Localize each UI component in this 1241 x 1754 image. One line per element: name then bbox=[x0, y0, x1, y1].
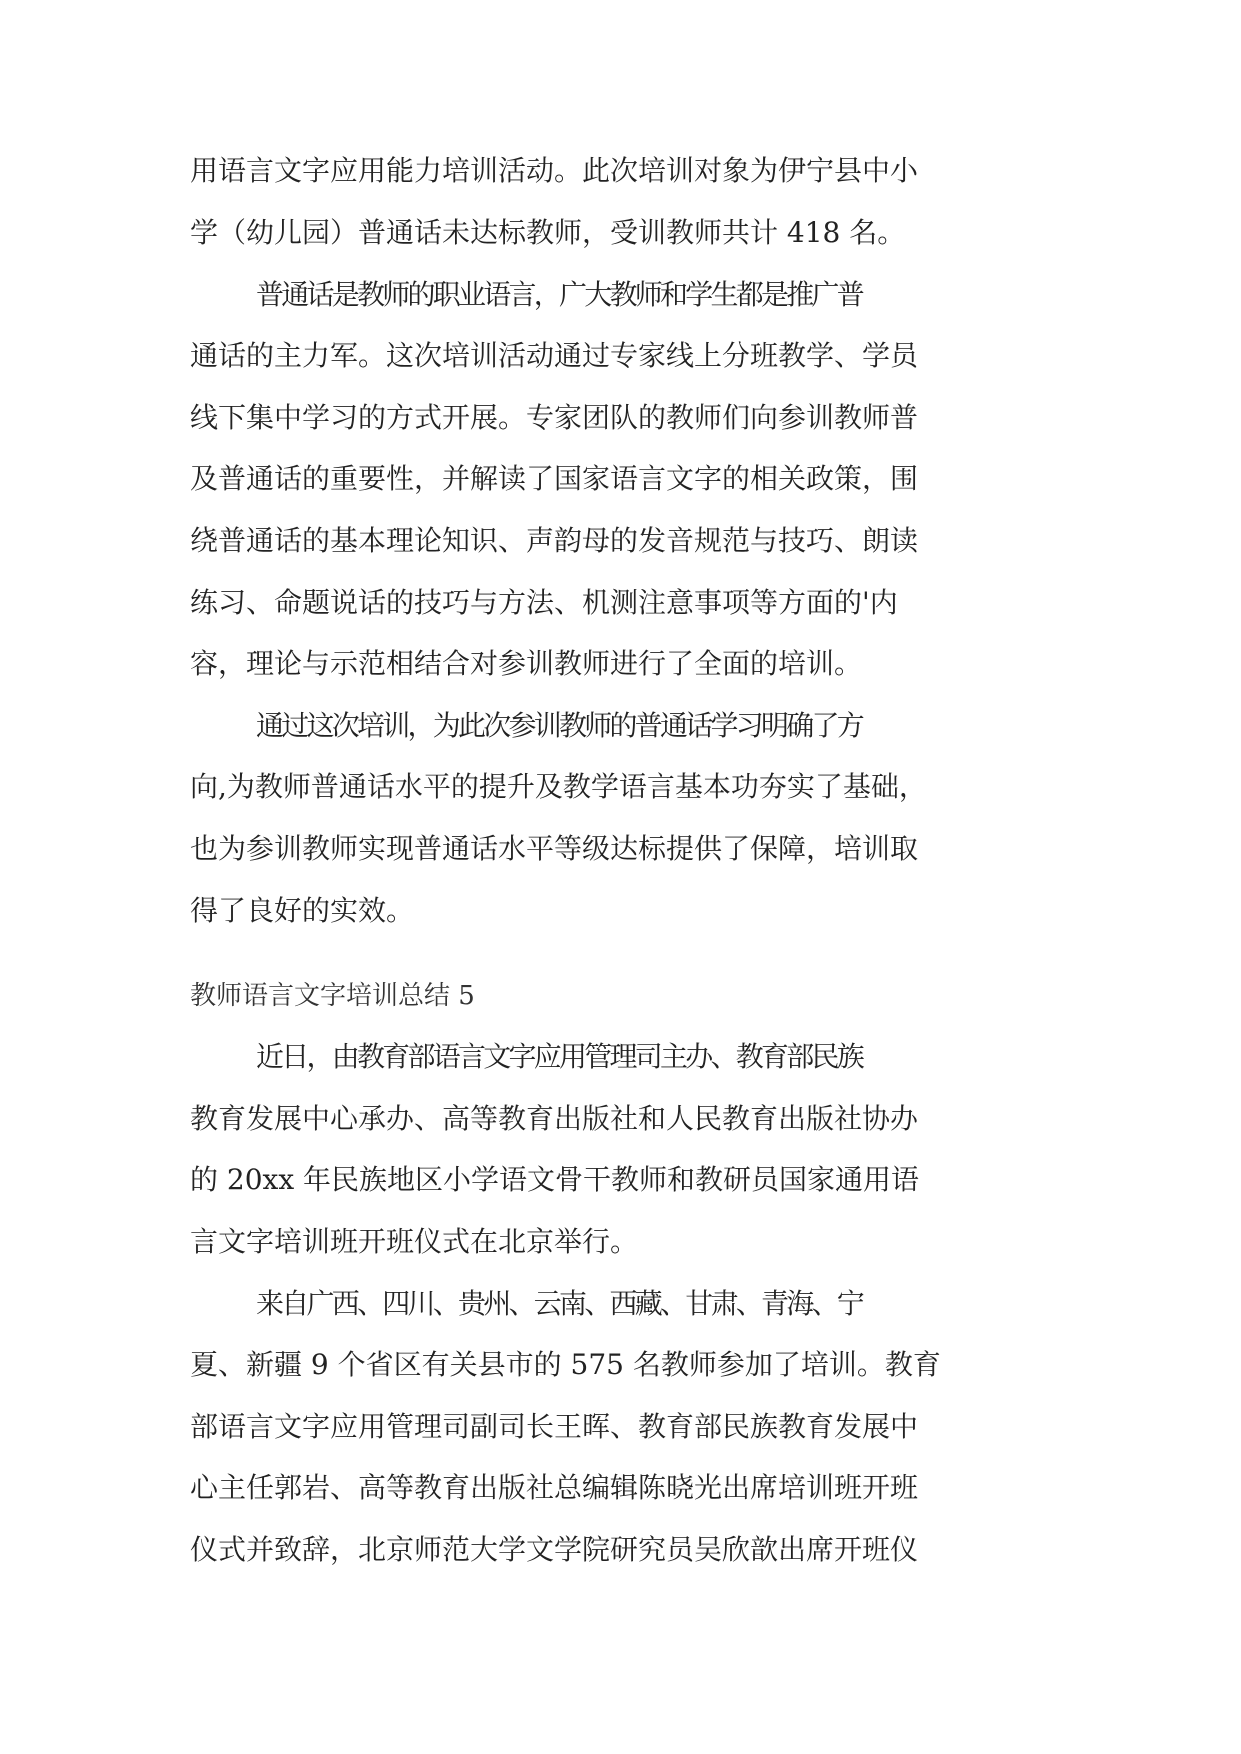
paragraph-2-line-2: 通话的主力军。这次培训活动通过专家线上分班教学、学员 bbox=[190, 339, 919, 372]
paragraph-5-line-1: 来自广西、四川、贵州、云南、西藏、甘肃、青海、宁 bbox=[256, 1287, 863, 1320]
paragraph-5-line-4: 心主任郭岩、高等教育出版社总编辑陈晓光出席培训班开班 bbox=[190, 1471, 919, 1504]
paragraph-2-line-4: 及普通话的重要性，并解读了国家语言文字的相关政策，围 bbox=[190, 462, 919, 495]
paragraph-2-line-1: 普通话是教师的职业语言，广大教师和学生都是推广普 bbox=[256, 278, 863, 311]
paragraph-5-line-3: 部语言文字应用管理司副司长王晖、教育部民族教育发展中 bbox=[190, 1410, 919, 1443]
paragraph-2-line-5: 绕普通话的基本理论知识、声韵母的发音规范与技巧、朗读 bbox=[190, 524, 919, 557]
paragraph-4-line-1: 近日，由教育部语言文字应用管理司主办、教育部民族 bbox=[256, 1040, 863, 1073]
paragraph-2-line-6: 练习、命题说话的技巧与方法、机测注意事项等方面的'内 bbox=[190, 586, 898, 619]
paragraph-4-line-2: 教育发展中心承办、高等教育出版社和人民教育出版社协办 bbox=[190, 1102, 919, 1135]
paragraph-2-line-7: 容，理论与示范相结合对参训教师进行了全面的培训。 bbox=[190, 647, 863, 680]
paragraph-4-line-3: 的 20xx 年民族地区小学语文骨干教师和教研员国家通用语 bbox=[190, 1163, 920, 1196]
paragraph-3-line-1: 通过这次培训，为此次参训教师的普通话学习明确了方 bbox=[256, 709, 863, 742]
paragraph-3-line-4: 得了良好的实效。 bbox=[190, 894, 415, 927]
paragraph-3-line-2: 向,为教师普通话水平的提升及教学语言基本功夯实了基础， bbox=[190, 770, 927, 803]
paragraph-2-line-3: 线下集中学习的方式开展。专家团队的教师们向参训教师普 bbox=[190, 401, 919, 434]
paragraph-5-line-2: 夏、新疆 9 个省区有关县市的 575 名教师参加了培训。教育 bbox=[190, 1348, 941, 1381]
paragraph-3-line-3: 也为参训教师实现普通话水平等级达标提供了保障，培训取 bbox=[190, 832, 919, 865]
paragraph-1-line-1: 用语言文字应用能力培训活动。此次培训对象为伊宁县中小 bbox=[190, 154, 919, 187]
paragraph-1-line-2: 学（幼儿园）普通话未达标教师，受训教师共计 418 名。 bbox=[190, 216, 906, 249]
paragraph-4-line-4: 言文字培训班开班仪式在北京举行。 bbox=[190, 1225, 639, 1258]
paragraph-5-line-5: 仪式并致辞，北京师范大学文学院研究员吴欣歆出席开班仪 bbox=[190, 1533, 919, 1566]
section-heading: 教师语言文字培训总结 5 bbox=[190, 981, 475, 1011]
